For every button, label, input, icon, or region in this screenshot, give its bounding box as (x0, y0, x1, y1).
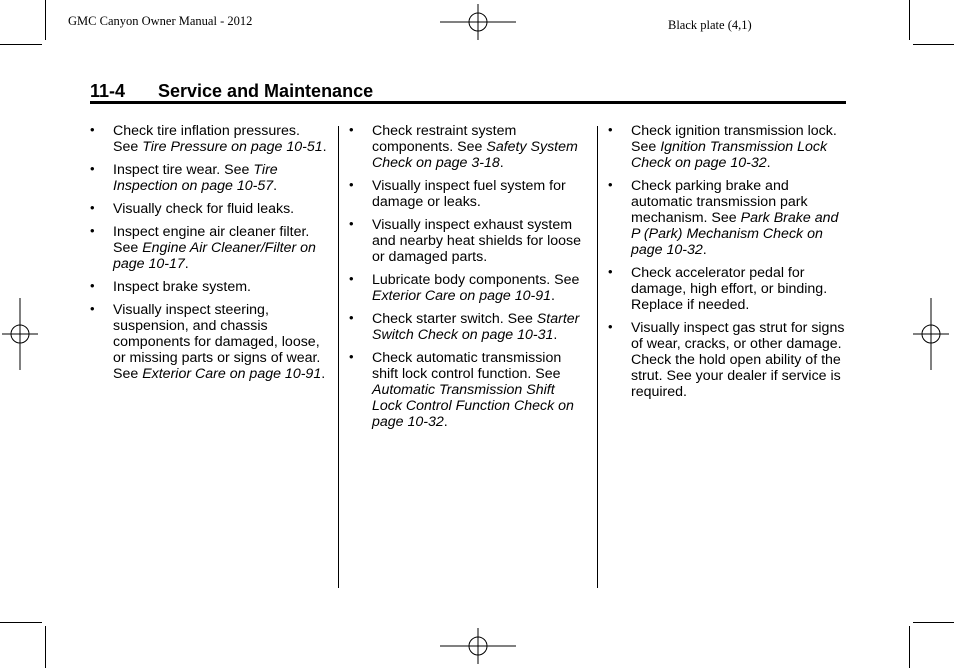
item-text: Visually inspect exhaust system and nearby heat shields for loose or damaged parts. (372, 217, 582, 265)
cross-reference: Ignition Transmission Lock Check on page 10-32 (631, 139, 828, 171)
bullet-icon: • (349, 310, 354, 325)
bullet-icon: • (90, 122, 95, 137)
registration-mark-icon (440, 628, 516, 664)
checklist-column-3 (608, 123, 848, 407)
registration-mark-icon (2, 298, 38, 370)
bullet-icon: • (349, 216, 354, 231)
bullet-icon: • (608, 319, 613, 334)
item-text: . (499, 155, 504, 171)
column-divider (338, 126, 339, 588)
crop-mark (0, 44, 42, 45)
item-text: Inspect engine air cleaner filter. See (113, 224, 310, 256)
checklist-item (349, 217, 587, 265)
item-text: . (702, 242, 707, 258)
item-text: Lubricate body components. See (372, 272, 580, 288)
checklist-item (349, 178, 587, 210)
checklist-item (349, 123, 587, 171)
checklist-column-2 (349, 123, 587, 437)
crop-mark (45, 0, 46, 40)
registration-mark-icon (913, 298, 949, 370)
checklist-item (608, 123, 848, 171)
item-text: Check restraint system components. See (372, 123, 517, 155)
crop-mark (913, 44, 954, 45)
checklist-item (349, 350, 587, 430)
cross-reference: Automatic Transmission Shift Lock Control Function Check on page 10-32 (372, 382, 574, 430)
checklist-item (90, 201, 328, 217)
item-text: Check ignition transmission lock. See (631, 123, 837, 155)
bullet-icon: • (608, 177, 613, 192)
item-text: . (553, 327, 558, 343)
item-text: Check automatic transmission shift lock control function. See (372, 350, 562, 382)
bullet-icon: • (349, 122, 354, 137)
page-number: 11-4 (90, 81, 126, 101)
checklist-item (90, 123, 328, 155)
checklist-item (608, 320, 848, 400)
item-text: Visually inspect gas strut for signs of wear, cracks, or other damage. Check the hold open ability of the strut. See your dealer if service is required. (631, 320, 845, 400)
item-text: Visually inspect fuel system for damage or leaks. (372, 178, 566, 210)
crop-mark (913, 622, 954, 623)
cross-reference: Starter Switch Check on page 10-31 (372, 311, 580, 343)
cross-reference: Park Brake and P (Park) Mechanism Check on page 10-32 (631, 210, 839, 258)
checklist-item (90, 162, 328, 194)
checklist-item (90, 279, 328, 295)
column-divider (597, 126, 598, 588)
title-rule (90, 101, 846, 104)
bullet-icon: • (90, 278, 95, 293)
checklist-item (608, 178, 848, 258)
item-text: Visually inspect steering, suspension, and chassis components for damaged, loose, or missing parts or signs of wear. See (113, 302, 321, 382)
checklist-item (608, 265, 848, 313)
item-text: Visually check for fluid leaks. (113, 201, 295, 217)
bullet-icon: • (90, 161, 95, 176)
cross-reference: Exterior Care on page 10-91 (142, 366, 322, 382)
item-text: Check parking brake and automatic transmission park mechanism. See (631, 178, 808, 226)
item-text: Check tire inflation pressures. See (113, 123, 300, 155)
item-text: . (184, 256, 189, 272)
bullet-icon: • (90, 301, 95, 316)
cross-reference: Tire Inspection on page 10-57 (113, 162, 278, 194)
document-header-left: GMC Canyon Owner Manual - 2012 (68, 14, 253, 28)
bullet-icon: • (608, 122, 613, 137)
bullet-icon: • (349, 271, 354, 286)
crop-mark (45, 626, 46, 668)
item-text: . (551, 288, 555, 304)
checklist-item (349, 311, 587, 343)
item-text: . (273, 178, 278, 194)
page-title (90, 80, 846, 102)
checklist-item (90, 224, 328, 272)
item-text: Check starter switch. See (372, 311, 537, 327)
bullet-icon: • (349, 177, 354, 192)
item-text: . (443, 414, 448, 430)
section-title: Service and Maintenance (158, 81, 374, 101)
item-text: Check accelerator pedal for damage, high effort, or binding. Replace if needed. (631, 265, 828, 313)
item-text: Inspect tire wear. See (113, 162, 254, 178)
checklist-item (349, 272, 587, 304)
bullet-icon: • (349, 349, 354, 364)
checklist-item (90, 302, 328, 382)
bullet-icon: • (608, 264, 613, 279)
item-text: Inspect brake system. (113, 279, 251, 295)
item-text: . (322, 139, 327, 155)
checklist-column-1 (90, 123, 328, 389)
plate-label: Black plate (4,1) (668, 18, 752, 32)
cross-reference: Exterior Care on page 10-91 (372, 288, 552, 304)
cross-reference: Tire Pressure on page 10-51 (142, 139, 323, 155)
registration-mark-icon (440, 4, 516, 40)
item-text: . (766, 155, 771, 171)
cross-reference: Safety System Check on page 3-18 (372, 139, 578, 171)
cross-reference: Engine Air Cleaner/Filter on page 10-17 (113, 240, 316, 272)
item-text: . (321, 366, 326, 382)
crop-mark (909, 626, 910, 668)
crop-mark (0, 622, 42, 623)
bullet-icon: • (90, 200, 95, 215)
crop-mark (909, 0, 910, 40)
bullet-icon: • (90, 223, 95, 238)
